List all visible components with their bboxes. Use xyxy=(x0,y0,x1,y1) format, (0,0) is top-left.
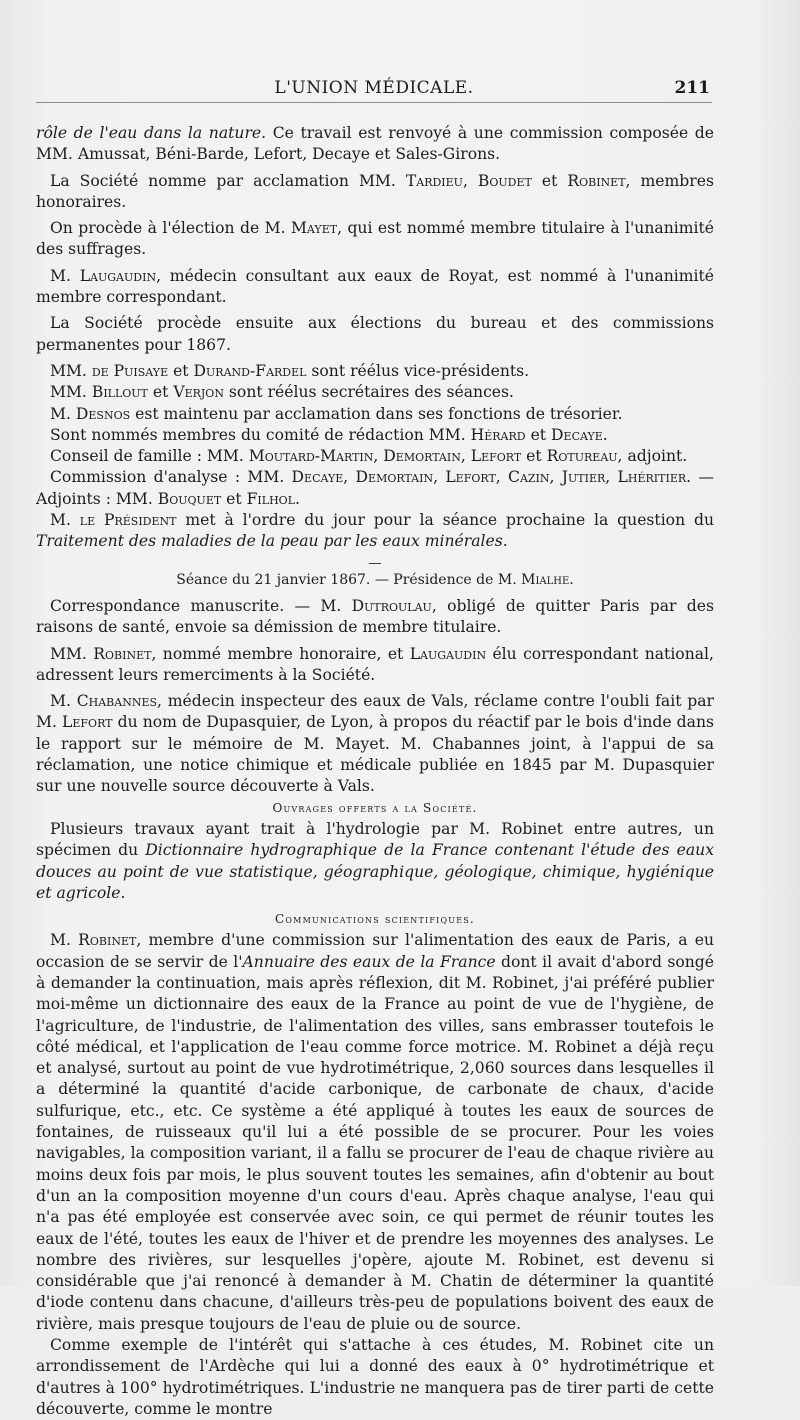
text-span: M. xyxy=(50,692,77,711)
text-span: MM. xyxy=(50,383,92,402)
person-name: Billout xyxy=(91,383,148,402)
paragraph-laugaudin xyxy=(36,266,714,309)
text-span: dont il avait d'abord songé à demander la continuation, mais après réflexion, dit M. Robinet, j'ai préféré publier moi-même un dictionnaire des eaux de la France au point de vue de l'hygiène, de l'agriculture, de l'industrie, de l'alimentation des villes, sans embrasser toutefois le côté médical, et l'application de l'eau comme force motrice. M. Robinet a déjà reçu et analysé, surtout au point de vue hydrotimétrique, 2,060 sources dans lesquelles il a déterminé la quantité d'acide carbonique, de carbonate de chaux, d'acide sulfurique, etc., etc. Ce système a été appliqué à toutes les eaux de sources de fontaines, de ruisseaux qu'il lui a été possible de se procurer. Pour les voies navigables, la composition variant, il a fallu se procurer de l'eau de chaque rivière au moins deux fois par mois, le plus souvent toutes les semaines, afin d'obtenir au bout d'un an la composition moyenne d'un cours d'eau. Après chaque analyse, l'eau qui n'a pas été employée est conservée avec soin, ce qui permet de réunir toutes les eaux de l'été, toutes les eaux de l'hiver et de prendre les moyennes des analyses. Le nombre des rivières, sur lesquelles j'opère, ajoute M. Robinet, est devenu si considérable que j'ai renoncé à demander à M. Chatin de déterminer la quantité d'iode contenu dans chacune, d'ailleurs très-peu de populations boivent des eaux de rivière, mais presque toujours de l'eau de pluie ou de source. xyxy=(36,952,714,1333)
person-name: Robinet xyxy=(567,171,626,190)
text-span: Correspondance manuscrite. — M. xyxy=(50,596,352,615)
person-name: Robinet xyxy=(93,644,152,663)
paragraph-honorary-members xyxy=(36,171,714,214)
text-span: On procède à l'élection de M. xyxy=(50,219,291,238)
text-span: , membres honoraires. xyxy=(36,171,714,211)
person-name: de Puisaye xyxy=(91,361,169,380)
text-span: . xyxy=(120,883,126,902)
text-span: M. xyxy=(50,511,80,530)
text-span: . xyxy=(602,425,608,444)
text-span: Séance du 21 janvier 1867. — Présidence de M. xyxy=(176,571,522,588)
paragraph-ardeche-example: Comme exemple de l'intérêt qui s'attache à ces études, M. Robinet cite un arrondissement de l'Ardèche qui lui a donné des eaux à 0° hydrotimétrique et d'autres à 100° hydrotimétriques. L'industrie ne manquera pas de tirer parti de cette découverte, comme le montre xyxy=(36,1336,714,1418)
text-span: Ce travail est renvoyé à une commission composée de MM. Amussat, Béni-Barde, Lefort, Decaye et Sales-Girons. xyxy=(36,124,715,164)
text-span: Commission d'analyse : MM. xyxy=(50,468,292,487)
text-span: du nom de Dupasquier, de Lyon, à propos du réactif par le bois d'inde dans le rapport sur le mémoire de M. Mayet. M. Chabannes joint, à l'appui de sa réclamation, une notice chimique et médicale publiée en 1845 par M. Dupasquier sur une nouvelle source découverte à Vals. xyxy=(36,713,714,796)
paragraph-chabannes xyxy=(36,691,714,797)
page-number: 211 xyxy=(674,78,710,98)
text-span: , médecin consultant aux eaux de Royat, est nommé à l'unanimité membre correspondant. xyxy=(36,266,714,307)
paragraph-correspondence xyxy=(36,596,714,639)
text-span: est maintenu par acclamation dans ses fonctions de trésorier. xyxy=(130,404,623,423)
person-name: Bouquet xyxy=(157,489,222,508)
text-span: , adjoint. xyxy=(617,447,688,466)
text-span: La Société nomme par acclamation MM. xyxy=(50,171,406,190)
text-span: . xyxy=(295,489,300,508)
text-span: M. xyxy=(50,931,79,950)
text-span: , médecin inspecteur des eaux de Vals, réclame contre l'oubli fait par M. xyxy=(36,692,714,732)
person-name: le Président xyxy=(79,511,177,530)
person-name: Robinet xyxy=(78,931,137,950)
person-name: Laugaudin xyxy=(409,644,487,663)
article-body xyxy=(36,123,714,1420)
running-header xyxy=(36,78,712,103)
section-heading-works-offered: Ouvrages offerts a la Société. xyxy=(272,800,478,815)
paragraph-election-mayet xyxy=(36,218,714,261)
person-name: Boudet xyxy=(477,171,532,190)
paragraph-analysis-commission xyxy=(36,467,714,510)
text-span: . — Adjoints : MM. xyxy=(36,468,714,508)
text-span: , membre d'une commission sur l'alimentation des eaux de Paris, a eu occasion de se servir de l' xyxy=(36,931,714,971)
text-span: , obligé de quitter Paris par des raisons de santé, envoie sa démission de membre titulaire. xyxy=(36,596,714,637)
text-span: et xyxy=(221,489,247,508)
paragraph-elections-1867: La Société procède ensuite aux élections du bureau et des commissions permanentes pour 1867. xyxy=(36,314,714,354)
person-names: Moutard-Martin, Demortain, Lefort xyxy=(248,447,522,466)
paragraph-editorial-committee xyxy=(36,425,714,446)
paragraph-secretaries xyxy=(36,382,714,403)
person-name: Laugaudin xyxy=(79,266,157,285)
person-name: Chabannes xyxy=(76,692,158,711)
section-divider: — xyxy=(368,555,382,571)
text-span: M. xyxy=(50,404,76,423)
text-span: et xyxy=(168,361,194,380)
person-name: Rotureau xyxy=(546,447,618,466)
text-span: , nommé membre honoraire, et xyxy=(151,644,410,663)
paragraph-next-session xyxy=(36,510,714,553)
person-name: Hérard xyxy=(470,425,526,444)
text-span: met à l'ordre du jour pour la séance prochaine la question du xyxy=(176,511,714,530)
session-heading xyxy=(36,570,714,591)
text-span: Plusieurs travaux ayant trait à l'hydrologie par M. Robinet entre autres, un spécimen du xyxy=(36,819,714,860)
text-span: . xyxy=(569,571,574,588)
text-span: , xyxy=(462,171,478,190)
text-span: M. xyxy=(50,266,80,285)
text-span: sont réélus vice-présidents. xyxy=(306,361,530,380)
paragraph-thanks xyxy=(36,644,714,687)
text-span: Sont nommés membres du comité de rédaction MM. xyxy=(50,425,471,444)
text-span: et xyxy=(147,383,174,402)
text-span: , qui est nommé membre titulaire à l'unanimité des suffrages. xyxy=(36,219,714,259)
italic-phrase: rôle de l'eau dans la nature. xyxy=(36,124,267,142)
paragraph-treasurer xyxy=(36,404,714,425)
text-span: sont réélus secrétaires des séances. xyxy=(223,383,514,402)
person-name: Mayet xyxy=(290,219,338,238)
paragraph-robinet-communication xyxy=(36,930,714,1335)
italic-title: Dictionnaire hydrographique de la France contenant l'étude des eaux douces au point de vue statistique, géographique, géologique, chimique, hygiénique et agricole xyxy=(36,841,714,902)
journal-title: L'UNION MÉDICALE. xyxy=(274,78,474,98)
text-span: élu correspondant national, adressent leurs remerciments à la Société. xyxy=(36,644,714,684)
paragraph-commission xyxy=(36,123,714,166)
section-heading-communications: Communications scientifiques. xyxy=(275,912,475,927)
italic-title: Annuaire des eaux de la France xyxy=(242,952,496,971)
text-span: et xyxy=(525,425,552,444)
paragraph-family-council xyxy=(36,446,714,467)
text-span: et xyxy=(531,171,568,190)
person-name: Desnos xyxy=(75,404,131,423)
person-name: Filhol xyxy=(246,489,295,508)
person-name: Dutroulau xyxy=(351,596,432,615)
paragraph-works-offered xyxy=(36,819,714,904)
person-name: Durand-Fardel xyxy=(193,361,307,380)
text-span: Conseil de famille : MM. xyxy=(50,447,249,466)
text-span: et xyxy=(521,447,547,466)
italic-title: Traitement des maladies de la peau par les eaux minérales xyxy=(36,532,503,551)
text-span: MM. xyxy=(50,644,94,663)
text-span: MM. xyxy=(50,361,92,380)
text-span: . xyxy=(502,532,508,551)
person-name: Lefort xyxy=(62,713,113,732)
person-name: Mialhe xyxy=(521,571,570,588)
person-name: Decaye xyxy=(551,425,603,444)
person-name: Tardieu xyxy=(405,171,463,190)
person-names: Decaye, Demortain, Lefort, Cazin, Jutier, Lhéritier xyxy=(291,468,687,487)
paragraph-vice-presidents xyxy=(36,361,714,382)
person-name: Verjon xyxy=(173,383,224,402)
